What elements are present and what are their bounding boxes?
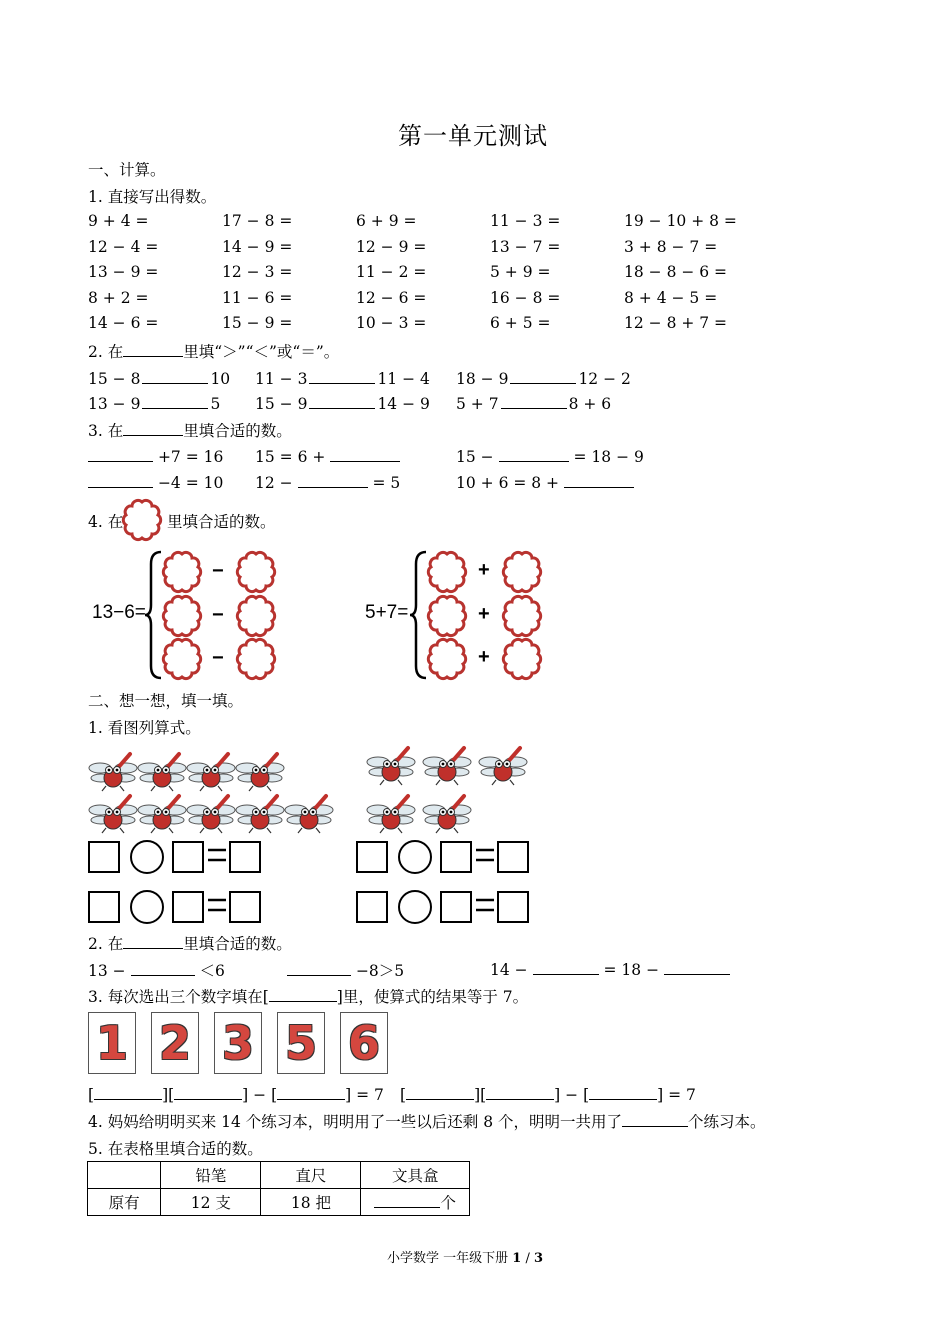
compare-item: 18 − 9 12 − 2 [456,370,631,388]
answer-blank[interactable] [510,368,576,384]
flower-icon[interactable] [234,594,278,638]
arith-item: 12 − 3 = [222,263,293,281]
answer-blank[interactable] [501,393,567,409]
s2-q1-label: 1. 看图列算式。 [88,719,201,737]
s2-q2-e2: −8＞5 [287,959,404,981]
flower-icon[interactable] [160,550,204,594]
answer-blank[interactable] [622,1111,688,1127]
answer-blank[interactable] [142,393,208,409]
dragonfly-icon [366,752,416,786]
compare-item: 15 − 9 14 − 9 [255,395,430,413]
arith-item: 9 + 4 = [88,212,149,230]
flower-icon[interactable] [425,550,469,594]
arith-item: 13 − 7 = [490,237,561,256]
equation-box-row [88,840,263,876]
answer-blank[interactable] [94,1084,162,1100]
compare-item: 13 − 9 5 [88,395,221,413]
dragonfly-icon [186,800,236,834]
number-card[interactable]: 5 [277,1012,325,1074]
number-box[interactable] [498,842,528,872]
operator-circle[interactable] [399,841,431,873]
table-cell: 12 支 [161,1189,261,1216]
number-box[interactable] [357,892,387,922]
answer-blank[interactable] [88,472,153,488]
arith-item: 13 − 9 = [88,263,159,281]
table-header-cell: 文具盒 [361,1162,470,1189]
operator-sign: − [212,647,224,669]
table-header-cell [88,1162,161,1189]
s2-q5-label: 5. 在表格里填合适的数。 [88,1140,263,1158]
arith-item: 12 − 9 = [356,237,427,256]
answer-blank[interactable] [564,472,634,488]
q3-r1c1: +7 = 16 [88,446,223,466]
operator-sign: + [478,559,490,581]
number-box[interactable] [230,892,260,922]
arith-item: 18 − 8 − 6 = [624,263,728,281]
operator-sign: − [212,560,224,582]
answer-blank[interactable] [298,472,368,488]
number-box[interactable] [173,892,203,922]
dragonfly-icon [137,800,187,834]
blank[interactable] [269,986,337,1002]
blank[interactable] [123,341,183,357]
s2-q2-e3: 14 − = 18 − [490,959,730,979]
section1-heading: 一、计算。 [88,161,166,179]
answer-blank[interactable] [589,1084,657,1100]
s2-q2-label: 2. 在 里填合适的数。 [88,935,292,953]
number-box[interactable] [357,842,387,872]
stationery-table [87,1161,470,1216]
dragonfly-icon [235,800,285,834]
arith-item: 11 − 6 = [222,288,293,307]
arith-item: 16 − 8 = [490,288,561,307]
flower-icon[interactable] [160,637,204,681]
s2-q3-label: 3. 每次选出三个数字填在[ ]里，使算式的结果等于 7。 [88,988,529,1006]
answer-blank[interactable] [309,368,375,384]
arith-item: 10 − 3 = [356,314,427,332]
number-box[interactable] [441,892,471,922]
table-cell: 18 把 [261,1189,361,1216]
answer-blank[interactable] [533,959,599,975]
answer-blank[interactable] [664,959,730,975]
table-row [88,1189,470,1216]
equation-box-row [88,890,263,926]
arith-item: 6 + 5 = [490,314,551,332]
operator-circle[interactable] [131,841,163,873]
number-box[interactable] [498,892,528,922]
flower-icon[interactable] [500,550,544,594]
arith-item: 12 − 6 = [356,288,427,307]
answer-blank[interactable] [174,1084,242,1100]
arith-item: 5 + 9 = [490,263,551,281]
equation-box-row [356,840,531,876]
number-card[interactable]: 6 [340,1012,388,1074]
s2-q3-eq-right: [ ][ ] − [ ] = 7 [400,1086,696,1104]
s2-q3-eq-left: [ ][ ] − [ ] = 7 [88,1086,384,1104]
flower-icon[interactable] [160,594,204,638]
flower-icon[interactable] [425,637,469,681]
page-footer: 小学数学 一年级下册 1 / 3 [387,1251,544,1266]
number-box[interactable] [173,842,203,872]
arith-item: 15 − 9 = [222,314,293,332]
table-header-cell: 铅笔 [161,1162,261,1189]
flower-icon[interactable] [425,594,469,638]
arith-item: 12 − 4 = [88,237,159,256]
q3-r2c3: 10 + 6 = 8 + [456,472,634,492]
table-cell: 原有 [88,1189,161,1216]
operator-circle[interactable] [399,891,431,923]
answer-blank[interactable] [287,960,351,976]
answer-blank[interactable] [142,368,208,384]
number-box[interactable] [230,842,260,872]
operator-sign: + [478,646,490,668]
flower-icon[interactable] [234,550,278,594]
q1-label: 1. 直接写出得数。 [88,188,217,206]
arith-item: 11 − 2 = [356,263,427,281]
number-box[interactable] [89,842,119,872]
q3-r1c2: 15 = 6 + [255,446,400,466]
dragonfly-icon [186,758,236,792]
arith-item: 14 − 6 = [88,314,159,332]
arith-item: 3 + 8 − 7 = [624,237,718,256]
flower-icon[interactable] [500,594,544,638]
dragonfly-icon [478,752,528,786]
blank[interactable] [123,420,183,436]
q2-label: 2. 在 里填“＞”“＜”或“＝”。 [88,343,340,361]
s2-q4-text: 4. 妈妈给明明买来 14 个练习本，明明用了一些以后还剩 8 个，明明一共用了 个练习本。 [88,1113,766,1131]
q3-r2c2: 12 − = 5 [255,474,401,492]
q3-r1c3: 15 − = 18 − 9 [456,448,644,466]
dragonfly-icon [137,758,187,792]
answer-blank[interactable] [131,960,195,976]
answer-blank[interactable] [309,393,375,409]
dragonfly-icon [422,752,472,786]
number-box[interactable] [441,842,471,872]
arith-item: 19 − 10 + 8 = [624,212,737,230]
table-cell-answer: 个 [361,1189,470,1216]
number-card[interactable]: 3 [214,1012,262,1074]
flower-icon[interactable] [234,637,278,681]
answer-blank[interactable] [330,446,400,462]
dragonfly-icon [366,800,416,834]
section2-heading: 二、想一想，填一填。 [88,692,244,710]
arith-item: 6 + 9 = [356,212,417,230]
arith-item: 8 + 4 − 5 = [624,288,718,307]
answer-blank[interactable] [486,1084,554,1100]
page-title: 第一单元测试 [398,122,548,150]
operator-sign: + [478,603,490,625]
operator-circle[interactable] [131,891,163,923]
answer-blank[interactable] [406,1084,474,1100]
s2-q2-e1: 13 − ＜6 [88,962,225,980]
compare-item: 11 − 3 11 − 4 [255,370,430,388]
number-card[interactable]: 1 [88,1012,136,1074]
answer-blank[interactable] [374,1192,440,1208]
q3-label: 3. 在 里填合适的数。 [88,422,292,440]
q3-r2c1: −4 = 10 [88,472,223,492]
dragonfly-icon [235,758,285,792]
dragonfly-icon [422,800,472,834]
table-header-row [88,1162,470,1189]
answer-blank[interactable] [277,1084,345,1100]
arith-item: 8 + 2 = [88,288,149,307]
answer-blank[interactable] [499,446,569,462]
number-card[interactable]: 2 [151,1012,199,1074]
dragonfly-icon [284,800,334,834]
equation-box-row [356,890,531,926]
arith-item: 12 − 8 + 7 = [624,314,728,332]
compare-item: 15 − 8 10 [88,370,231,388]
answer-blank[interactable] [88,446,153,462]
dragonfly-icon [88,758,138,792]
compare-item: 5 + 7 8 + 6 [456,395,612,413]
flower-icon[interactable] [500,637,544,681]
number-box[interactable] [89,892,119,922]
arith-item: 17 − 8 = [222,212,293,230]
table-header-cell: 直尺 [261,1162,361,1189]
blank[interactable] [123,933,183,949]
flower-icon [120,498,164,540]
arith-item: 11 − 3 = [490,212,561,230]
operator-sign: − [212,604,224,626]
dragonfly-icon [88,800,138,834]
arith-item: 14 − 9 = [222,237,293,256]
q4-right-expr: 5+7= [365,602,409,623]
q4-left-expr: 13−6= [92,602,146,623]
q4-label-post: 里填合适的数。 [167,513,276,531]
q4-label-pre: 4. 在 [88,513,124,531]
